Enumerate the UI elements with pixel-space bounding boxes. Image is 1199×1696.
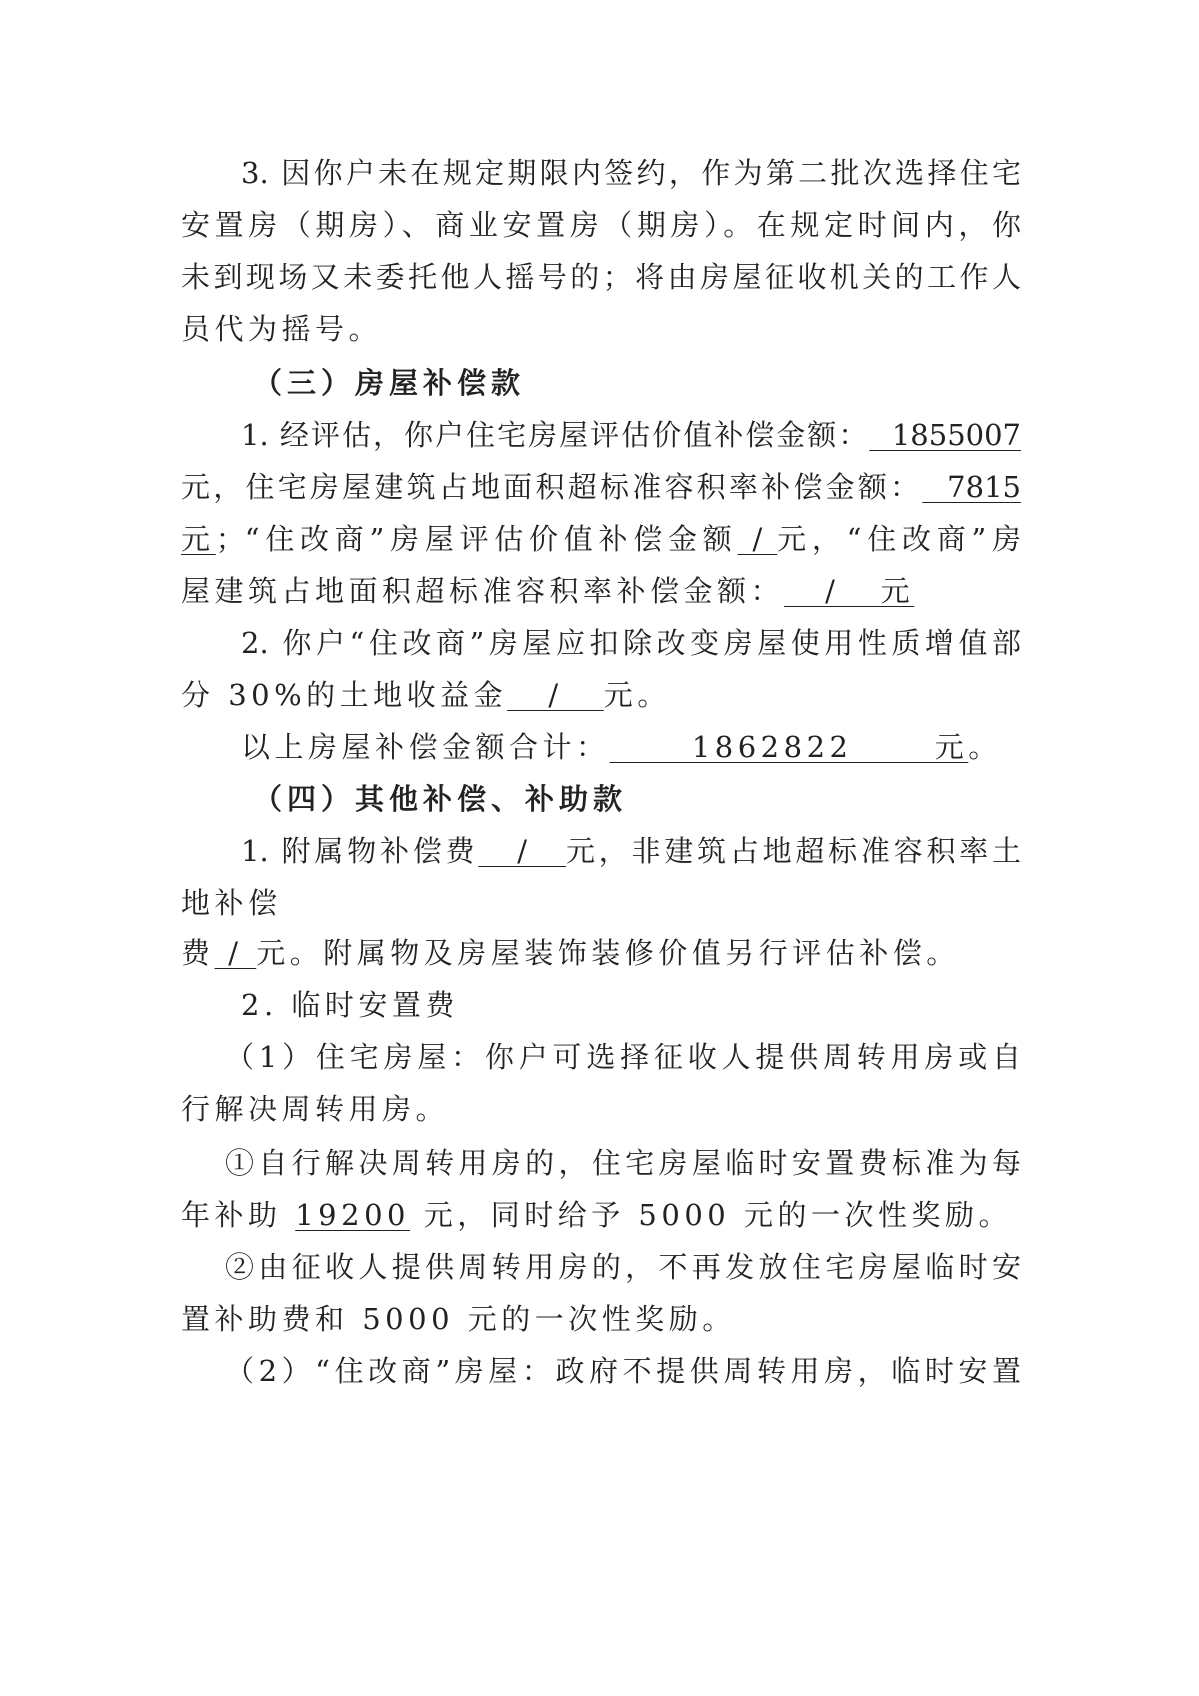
line-text: 元。 (603, 678, 671, 712)
paragraph-line (181, 672, 1021, 718)
line-text: 元。附属物及房屋装饰装修价值另行评估补偿。 (256, 936, 960, 970)
filled-blank: 元 (181, 522, 216, 556)
filled-blank: 7815 (922, 470, 1021, 504)
line-text: ；“住改商”房屋评估价值补偿金额 (215, 522, 738, 556)
paragraph-line (181, 1140, 1021, 1186)
filled-blank: / (478, 834, 566, 868)
line-text: 安置房（期房）、商业安置房（期房）。在规定时间内，你 (181, 208, 1021, 242)
line-text: （四）其他补偿、补助款 (253, 782, 628, 816)
line-text: 元，住宅房屋建筑占地面积超标准容积率补偿金额： (181, 470, 923, 504)
line-text: （2）“住改商”房屋：政府不提供周转用房，临时安置 (225, 1354, 1021, 1388)
paragraph-line (181, 1086, 1021, 1132)
line-text: 2. 临时安置费 (241, 988, 459, 1022)
paragraph-line (181, 306, 1021, 352)
paragraph-line (181, 1034, 1021, 1080)
filled-blank: / (737, 522, 778, 556)
line-text: 费 (181, 936, 215, 970)
filled-blank: / (214, 936, 257, 970)
paragraph-line (181, 982, 1021, 1028)
paragraph-line (181, 880, 1021, 926)
line-text: 年补助 (181, 1198, 296, 1232)
filled-blank: 1855007 (869, 418, 1021, 452)
line-text: 员代为摇号。 (181, 312, 383, 346)
paragraph-line (181, 254, 1021, 300)
line-text: 置补助费和 5000 元的一次性奖励。 (181, 1302, 736, 1336)
paragraph-line (181, 516, 1021, 562)
line-text: 元，非建筑占地超标准容积率土 (565, 834, 1021, 868)
line-text: 屋建筑占地面积超标准容积率补偿金额： (181, 574, 785, 608)
paragraph-line (181, 620, 1021, 666)
line-text: 分 30%的土地收益金 (181, 678, 508, 712)
section-heading (181, 360, 1021, 406)
line-text: （三）房屋补偿款 (253, 366, 526, 400)
line-text: 1. 附属物补偿费 (241, 834, 479, 868)
paragraph-line (181, 930, 1021, 976)
line-text: 以上房屋补偿金额合计： (241, 730, 610, 764)
paragraph-line (181, 150, 1021, 196)
paragraph-line (181, 412, 1021, 458)
line-text: 。 (968, 730, 1002, 764)
filled-blank: / 元 (784, 574, 915, 608)
paragraph-line (181, 1244, 1021, 1290)
line-text: 行解决周转用房。 (181, 1092, 450, 1126)
paragraph-line (181, 1348, 1021, 1394)
line-text: 元，“住改商”房 (777, 522, 1021, 556)
line-text: 元，同时给予 5000 元的一次性奖励。 (409, 1198, 1012, 1232)
filled-blank: 1862822 元 (609, 730, 969, 764)
line-text: （1）住宅房屋：你户可选择征收人提供周转用房或自 (225, 1040, 1021, 1074)
line-text: ②由征收人提供周转用房的，不再发放住宅房屋临时安 (225, 1250, 1021, 1284)
paragraph-line (181, 724, 1021, 770)
paragraph-line (181, 464, 1021, 510)
section-heading (181, 776, 1021, 822)
filled-blank: 19200 (295, 1198, 410, 1232)
line-text: 1. 经评估，你户住宅房屋评估价值补偿金额： (241, 418, 870, 452)
paragraph-line (181, 202, 1021, 248)
line-text: 未到现场又未委托他人摇号的；将由房屋征收机关的工作人 (181, 260, 1021, 294)
line-text: ①自行解决周转用房的，住宅房屋临时安置费标准为每 (225, 1146, 1021, 1180)
paragraph-line (181, 1192, 1021, 1238)
line-text: 3. 因你户未在规定期限内签约，作为第二批次选择住宅 (241, 156, 1021, 190)
line-text: 地补偿 (181, 886, 282, 920)
paragraph-line (181, 568, 1021, 614)
filled-blank: / (507, 678, 604, 712)
paragraph-line (181, 1296, 1021, 1342)
line-text: 2. 你户“住改商”房屋应扣除改变房屋使用性质增值部 (241, 626, 1021, 660)
paragraph-line (181, 828, 1021, 874)
